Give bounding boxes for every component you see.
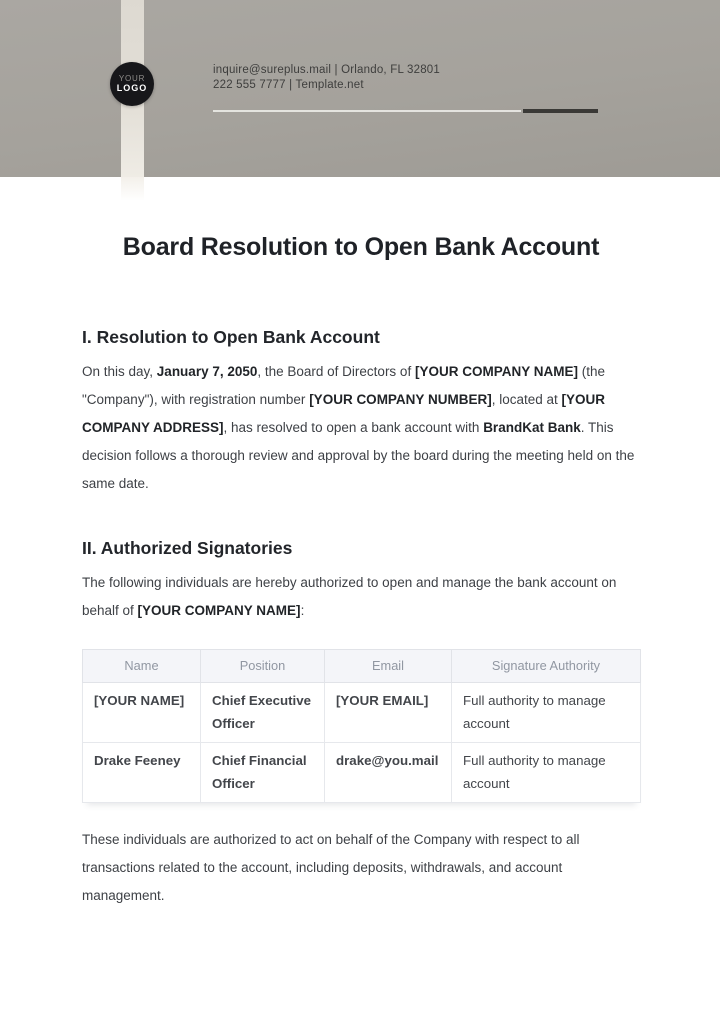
table-cell: [YOUR NAME] <box>83 683 201 743</box>
table-cell: drake@you.mail <box>325 743 452 803</box>
contact-line-phone-web: 222 555 7777 | Template.net <box>213 79 364 91</box>
section-1-heading: I. Resolution to Open Bank Account <box>82 327 380 347</box>
table-cell: Chief Financial Officer <box>201 743 325 803</box>
document-title: Board Resolution to Open Bank Account <box>122 233 600 261</box>
table-cell: [YOUR EMAIL] <box>325 683 452 743</box>
table-row <box>83 683 641 743</box>
column-header: Name <box>83 650 201 683</box>
column-header: Signature Authority <box>452 650 641 683</box>
signatories-table-header <box>83 650 641 683</box>
signatories-table-body <box>83 683 641 803</box>
table-cell: Chief Executive Officer <box>201 683 325 743</box>
company-logo <box>110 62 154 106</box>
logo-text-your: YOUR <box>118 74 146 83</box>
table-cell: Drake Feeney <box>83 743 201 803</box>
contact-info <box>213 63 440 93</box>
logo-text-logo: LOGO <box>116 83 148 93</box>
contact-line-email-address: inquire@sureplus.mail | Orlando, FL 32801 <box>213 64 440 76</box>
column-header: Position <box>201 650 325 683</box>
header-divider-accent <box>523 109 598 113</box>
section-2-heading: II. Authorized Signatories <box>82 538 293 558</box>
table-row <box>83 743 641 803</box>
letterhead <box>0 0 720 177</box>
table-cell: Full authority to manage account <box>452 743 641 803</box>
column-header: Email <box>325 650 452 683</box>
table-cell: Full authority to manage account <box>452 683 641 743</box>
header-divider-light <box>213 110 521 112</box>
section-1-paragraph: On this day, January 7, 2050, the Board of Directors of [YOUR COMPANY NAME] (the "Company"), with registration number [YOUR COMPANY NUMBER], located at [YOUR COMPANY ADDRESS], has resolved to open a bank account with BrandKat Bank. This decision follows a thorough review and approval by the board during the meeting held on the same date. <box>82 364 635 491</box>
section-2-intro-paragraph: The following individuals are hereby authorized to open and manage the bank account on behalf of [YOUR COMPANY NAME]: <box>82 575 617 618</box>
closing-paragraph: These individuals are authorized to act on behalf of the Company with respect to all transactions related to the account, including deposits, withdrawals, and account management. <box>82 832 580 903</box>
signatories-table <box>82 649 641 803</box>
document-body <box>0 177 720 910</box>
